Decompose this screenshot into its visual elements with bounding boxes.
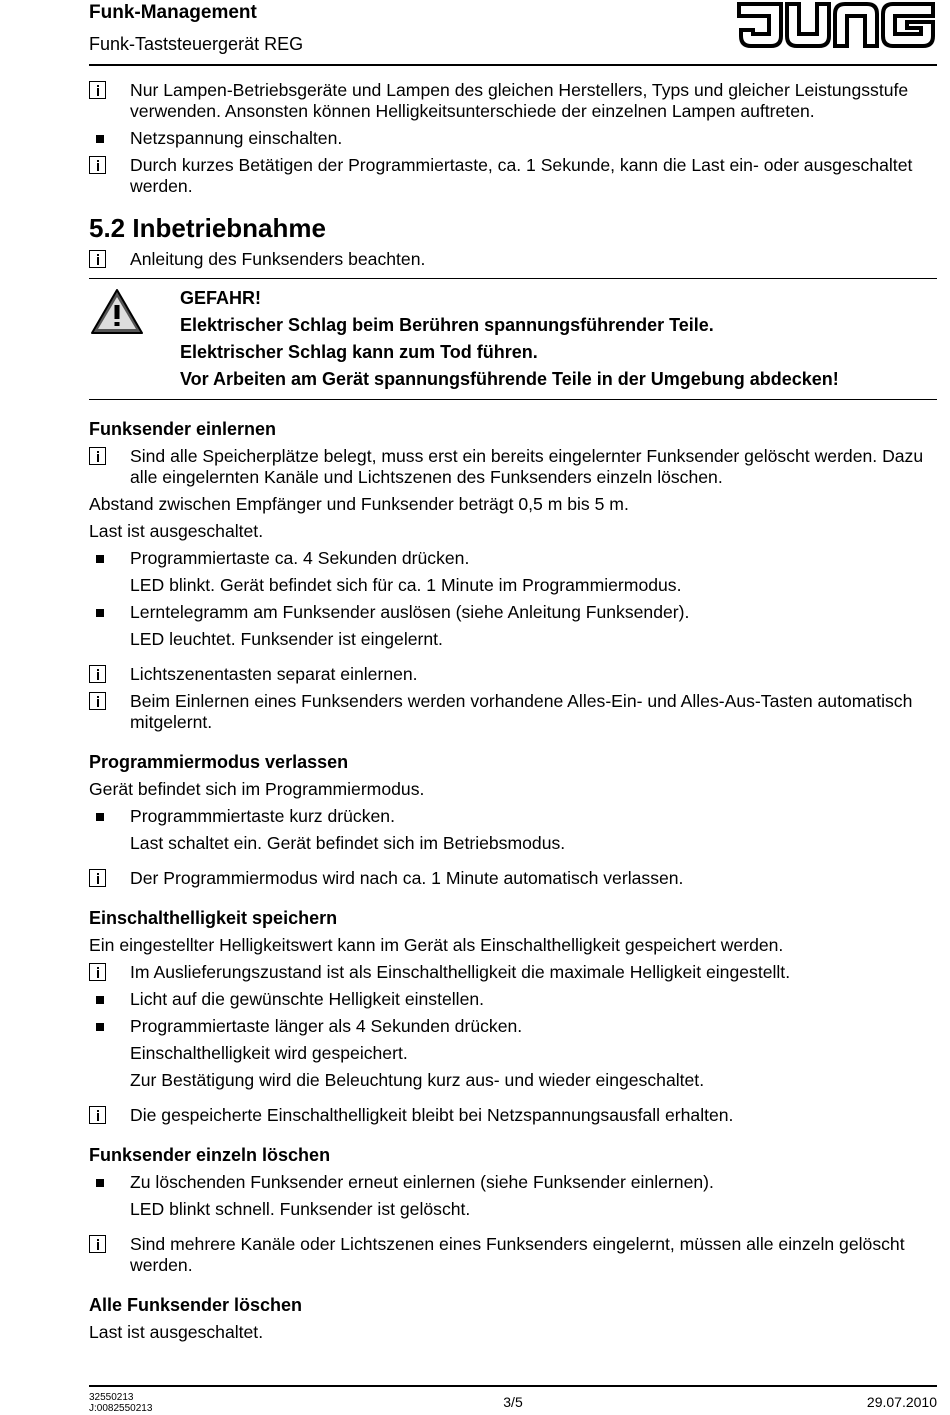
step-result: Last schaltet ein. Gerät befindet sich im Betriebsmodus. <box>130 833 566 853</box>
footer-job-number: J:0082550213 <box>89 1403 153 1414</box>
block-text: Zu löschenden Funksender erneut einlernen (siehe Funksender einlernen). <box>130 1172 714 1192</box>
document-body <box>89 80 937 1343</box>
footer-page-number: 3/5 <box>503 1394 523 1410</box>
block-text: Lerntelegramm am Funksender auslösen (siehe Anleitung Funksender). <box>130 602 690 622</box>
subsection-heading: Funksender einlernen <box>89 419 277 439</box>
info-icon <box>89 1235 106 1253</box>
info-note <box>89 1234 937 1276</box>
block-text: Im Auslieferungszustand ist als Einschalthelligkeit die maximale Helligkeit eingestellt. <box>130 962 791 982</box>
step-result: LED blinkt. Gerät befindet sich für ca. 1 Minute im Programmiermodus. <box>130 575 682 595</box>
info-note <box>89 962 937 983</box>
instruction-step <box>89 548 937 569</box>
footer-date: 29.07.2010 <box>866 1394 937 1410</box>
bullet-icon <box>89 807 107 825</box>
info-note <box>89 691 937 733</box>
page-footer <box>89 1385 937 1415</box>
bullet-icon <box>89 603 107 621</box>
block-text: Programmiertaste ca. 4 Sekunden drücken. <box>130 548 470 568</box>
step-result: Einschalthelligkeit wird gespeichert. <box>130 1043 408 1063</box>
instruction-step <box>89 1172 937 1193</box>
block-text: Sind mehrere Kanäle oder Lichtszenen eines Funksenders eingelernt, müssen alle einzeln gelöscht werden. <box>130 1234 905 1275</box>
info-note <box>89 868 937 889</box>
info-icon <box>89 81 106 99</box>
info-icon <box>89 156 106 174</box>
header-subtitle: Funk-Taststeuergerät REG <box>89 34 304 54</box>
warning-line: Elektrischer Schlag beim Berühren spannungsführender Teile. <box>180 315 714 335</box>
paragraph: Last ist ausgeschaltet. <box>89 1322 264 1342</box>
subsection-heading: Einschalthelligkeit speichern <box>89 908 338 928</box>
block-text: Beim Einlernen eines Funksenders werden vorhandene Alles-Ein- und Alles-Aus-Tasten automatisch mitgelernt. <box>130 691 913 732</box>
instruction-step <box>89 989 937 1010</box>
instruction-step <box>89 806 937 827</box>
block-text: Der Programmiermodus wird nach ca. 1 Minute automatisch verlassen. <box>130 868 684 888</box>
bullet-icon <box>89 1017 107 1035</box>
info-icon <box>89 250 106 268</box>
footer-doc-number: 32550213 <box>89 1392 134 1403</box>
info-note <box>89 664 937 685</box>
warning-title: GEFAHR! <box>180 288 261 308</box>
bullet-icon <box>89 549 107 567</box>
paragraph: Last ist ausgeschaltet. <box>89 521 264 541</box>
warning-text <box>89 285 937 393</box>
block-text: Nur Lampen-Betriebsgeräte und Lampen des gleichen Herstellers, Typs und gleicher Leistungsstufe verwenden. Ansonsten können Helligkeitsunterschiede der einzelnen Lampen auftreten. <box>130 80 909 121</box>
info-note <box>89 155 937 197</box>
block-text: Programmmiertaste kurz drücken. <box>130 806 395 826</box>
info-note <box>89 1105 937 1126</box>
paragraph: Gerät befindet sich im Programmiermodus. <box>89 779 425 799</box>
block-text: Sind alle Speicherplätze belegt, muss erst ein bereits eingelernter Funksender gelöscht werden. Dazu alle eingelernten Kanäle und Lichtszenen des Funksenders einzeln löschen. <box>130 446 924 487</box>
instruction-step <box>89 128 937 149</box>
block-text: Programmiertaste länger als 4 Sekunden drücken. <box>130 1016 523 1036</box>
subsection-heading: Funksender einzeln löschen <box>89 1145 331 1165</box>
info-icon <box>89 665 106 683</box>
warning-line: Vor Arbeiten am Gerät spannungsführende Teile in der Umgebung abdecken! <box>180 369 839 389</box>
step-result: LED blinkt schnell. Funksender ist gelöscht. <box>130 1199 471 1219</box>
info-icon <box>89 447 106 465</box>
subsection-heading: Alle Funksender löschen <box>89 1295 303 1315</box>
info-icon <box>89 963 106 981</box>
warning-triangle-icon <box>89 287 145 337</box>
bullet-icon <box>89 129 107 147</box>
step-result: Zur Bestätigung wird die Beleuchtung kurz aus- und wieder eingeschaltet. <box>130 1070 705 1090</box>
block-text: Durch kurzes Betätigen der Programmiertaste, ca. 1 Sekunde, kann die Last ein- oder ausgeschaltet werden. <box>130 155 913 196</box>
page-header <box>89 0 937 66</box>
paragraph: Ein eingestellter Helligkeitswert kann im Gerät als Einschalthelligkeit gespeichert werden. <box>89 935 784 955</box>
section-heading: 5.2 Inbetriebnahme <box>89 213 326 243</box>
jung-logo <box>737 0 937 52</box>
header-title: Funk-Management <box>89 2 257 23</box>
step-result: LED leuchtet. Funksender ist eingelernt. <box>130 629 443 649</box>
info-note <box>89 249 937 270</box>
bullet-icon <box>89 1173 107 1191</box>
warning-line: Elektrischer Schlag kann zum Tod führen. <box>180 342 538 362</box>
info-icon <box>89 692 106 710</box>
instruction-step <box>89 1016 937 1037</box>
bullet-icon <box>89 990 107 1008</box>
info-note <box>89 446 937 488</box>
danger-warning-box <box>89 278 937 400</box>
info-note <box>89 80 937 122</box>
block-text: Die gespeicherte Einschalthelligkeit bleibt bei Netzspannungsausfall erhalten. <box>130 1105 734 1125</box>
subsection-heading: Programmiermodus verlassen <box>89 752 349 772</box>
block-text: Lichtszenentasten separat einlernen. <box>130 664 418 684</box>
info-icon <box>89 1106 106 1124</box>
block-text: Anleitung des Funksenders beachten. <box>130 249 426 269</box>
info-icon <box>89 869 106 887</box>
instruction-step <box>89 602 937 623</box>
paragraph: Abstand zwischen Empfänger und Funksender beträgt 0,5 m bis 5 m. <box>89 494 629 514</box>
block-text: Netzspannung einschalten. <box>130 128 343 148</box>
block-text: Licht auf die gewünschte Helligkeit einstellen. <box>130 989 485 1009</box>
